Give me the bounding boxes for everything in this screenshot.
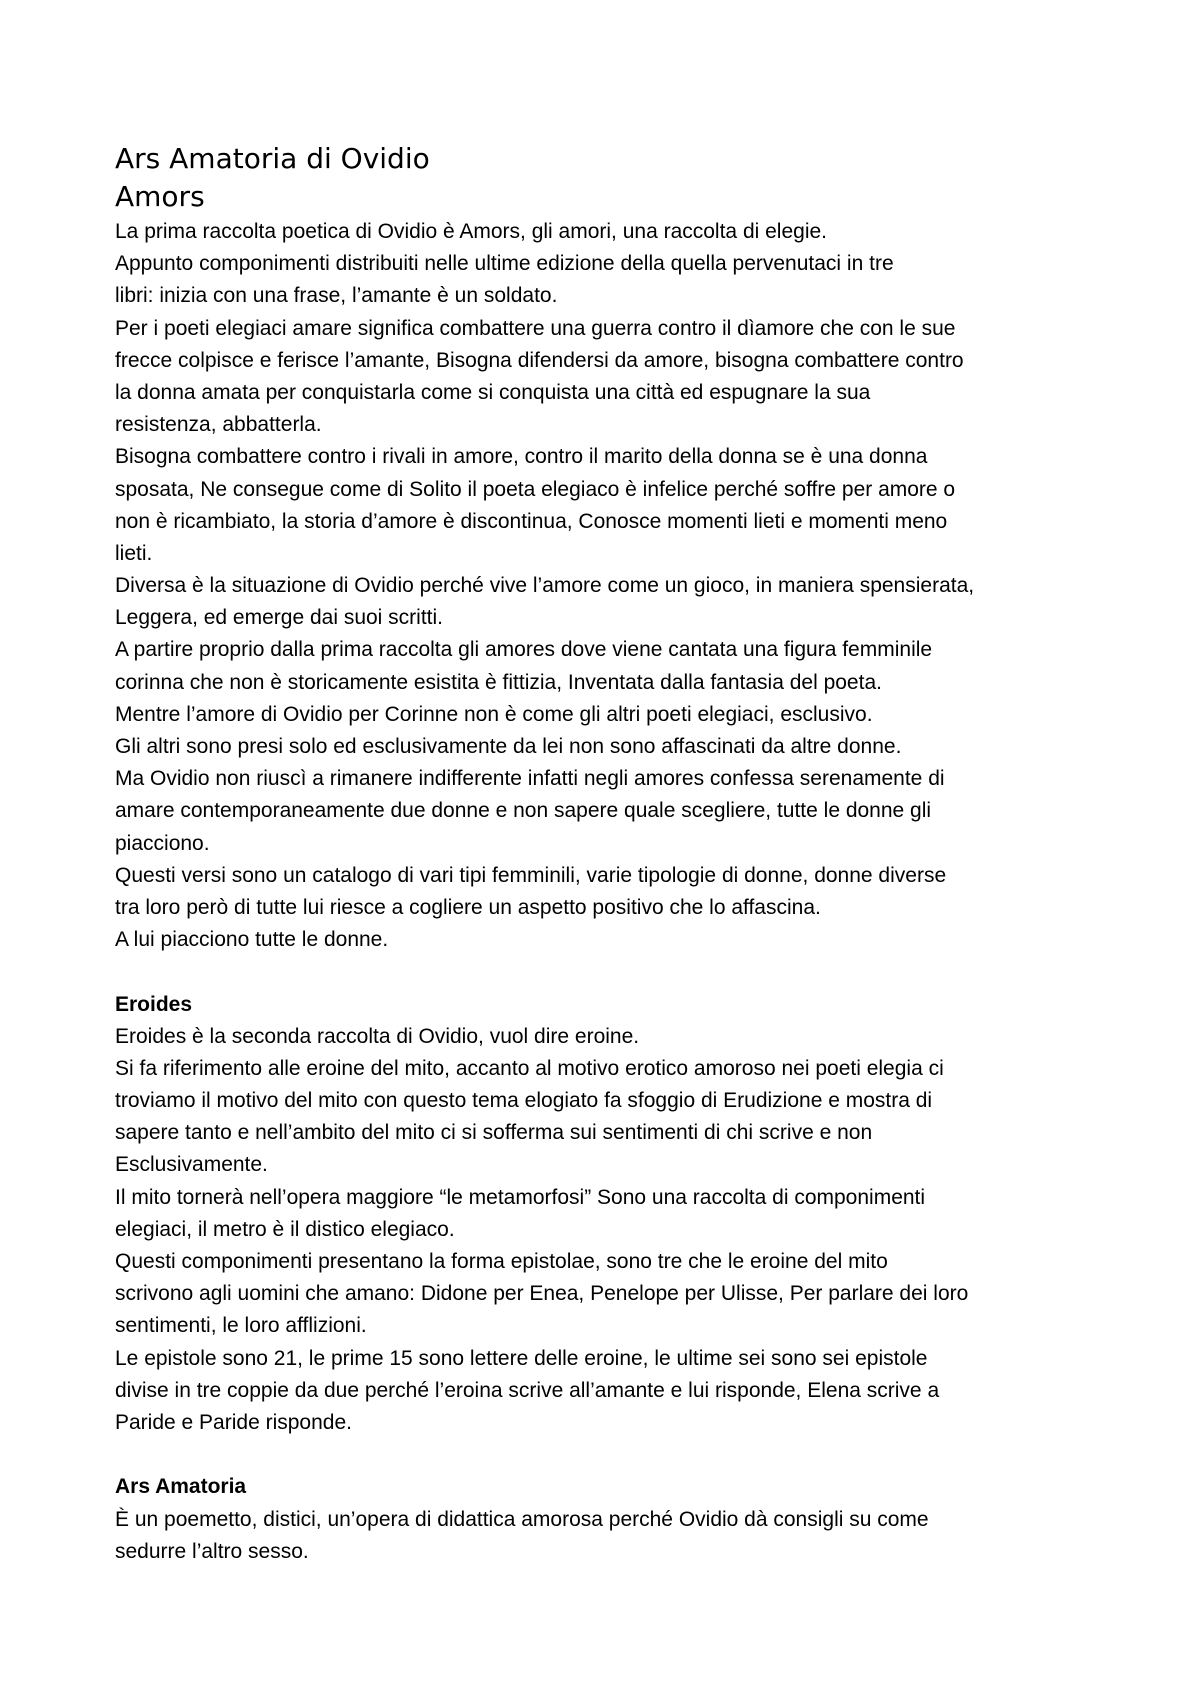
text-line: non è ricambiato, la storia d’amore è discontinua, Conosce momenti lieti e momenti meno — [115, 509, 948, 533]
section-amors — [115, 216, 1200, 956]
text-line: Per i poeti elegiaci amare significa combattere una guerra contro il dìamore che con le sue — [115, 316, 956, 340]
text-line: Appunto componimenti distribuiti nelle ultime edizione della quella pervenutaci in tre — [115, 252, 894, 276]
text-line: A lui piacciono tutte le donne. — [115, 928, 389, 952]
section-eroides — [115, 1021, 1200, 1439]
text-line: troviamo il motivo del mito con questo tema elogiato fa sfoggio di Erudizione e mostra di — [115, 1089, 933, 1113]
text-line: divise in tre coppie da due perché l’eroina scrive all’amante e lui risponde, Elena scrive a — [115, 1378, 940, 1402]
text-line: Diversa è la situazione di Ovidio perché vive l’amore come un gioco, in maniera spensierata, — [115, 574, 975, 598]
text-line: sentimenti, le loro afflizioni. — [115, 1314, 367, 1338]
text-line: libri: inizia con una frase, l’amante è un soldato. — [115, 284, 558, 308]
text-line: Il mito tornerà nell’opera maggiore “le metamorfosi” Sono una raccolta di componimenti — [115, 1185, 926, 1209]
document-subtitle: Amors — [115, 180, 205, 213]
text-line: È un poemetto, distici, un’opera di didattica amorosa perché Ovidio dà consigli su come — [115, 1507, 929, 1531]
document-title: Ars Amatoria di Ovidio — [115, 142, 430, 175]
text-line: lieti. — [115, 541, 153, 565]
text-line: Si fa riferimento alle eroine del mito, accanto al motivo erotico amoroso nei poeti elegia ci — [115, 1056, 944, 1080]
text-line: Questi componimenti presentano la forma epistolae, sono tre che le eroine del mito — [115, 1250, 888, 1273]
text-line: Questi versi sono un catalogo di vari tipi femminili, varie tipologie di donne, donne diverse — [115, 863, 947, 887]
text-line: sedurre l’altro sesso. — [115, 1539, 309, 1563]
text-line: Bisogna combattere contro i rivali in amore, contro il marito della donna se è una donna — [115, 445, 928, 469]
section-ars-amatoria — [115, 1504, 1200, 1568]
text-line: tra loro però di tutte lui riesce a cogliere un aspetto positivo che lo affascina. — [115, 895, 821, 919]
text-line: Leggera, ed emerge dai suoi scritti. — [115, 606, 444, 630]
text-line: Ma Ovidio non riuscì a rimanere indifferente infatti negli amores confessa serenamente di — [115, 767, 945, 791]
text-line: Gli altri sono presi solo ed esclusivamente da lei non sono affascinati da altre donne. — [115, 735, 902, 758]
text-line: scrivono agli uomini che amano: Didone per Enea, Penelope per Ulisse, Per parlare dei loro — [115, 1282, 969, 1306]
text-line: Le epistole sono 21, le prime 15 sono lettere delle eroine, le ultime sei sono sei epistole — [115, 1346, 928, 1370]
text-line: Eroides è la seconda raccolta di Ovidio, vuol dire eroine. — [115, 1024, 640, 1048]
text-line: A partire proprio dalla prima raccolta gli amores dove viene cantata una figura femminile — [115, 638, 933, 662]
text-line: Paride e Paride risponde. — [115, 1410, 352, 1434]
paragraph-spacer — [115, 1439, 1200, 1471]
text-line: sposata, Ne consegue come di Solito il poeta elegiaco è infelice perché soffre per amore o — [115, 477, 956, 501]
text-line: La prima raccolta poetica di Ovidio è Amors, gli amori, una raccolta di elegie. — [115, 220, 828, 243]
text-line: corinna che non è storicamente esistita è fittizia, Inventata dalla fantasia del poeta. — [115, 670, 882, 694]
document-body — [115, 216, 1200, 1568]
text-line: amare contemporaneamente due donne e non sapere quale scegliere, tutte le donne gli — [115, 799, 932, 823]
text-line: la donna amata per conquistarla come si conquista una città ed espugnare la sua — [115, 380, 871, 404]
heading-eroides: Eroides — [115, 992, 193, 1016]
text-line: Mentre l’amore di Ovidio per Corinne non è come gli altri poeti elegiaci, esclusivo. — [115, 702, 873, 726]
heading-ars-amatoria: Ars Amatoria — [115, 1475, 247, 1499]
text-line: elegiaci, il metro è il distico elegiaco. — [115, 1217, 455, 1241]
paragraph-spacer — [115, 956, 1200, 988]
text-line: Esclusivamente. — [115, 1153, 268, 1177]
text-line: sapere tanto e nell’ambito del mito ci si sofferma sui sentimenti di chi scrive e non — [115, 1121, 873, 1145]
text-line: frecce colpisce e ferisce l’amante, Bisogna difendersi da amore, bisogna combattere contro — [115, 348, 964, 372]
text-line: piacciono. — [115, 831, 210, 855]
text-line: resistenza, abbatterla. — [115, 413, 322, 437]
